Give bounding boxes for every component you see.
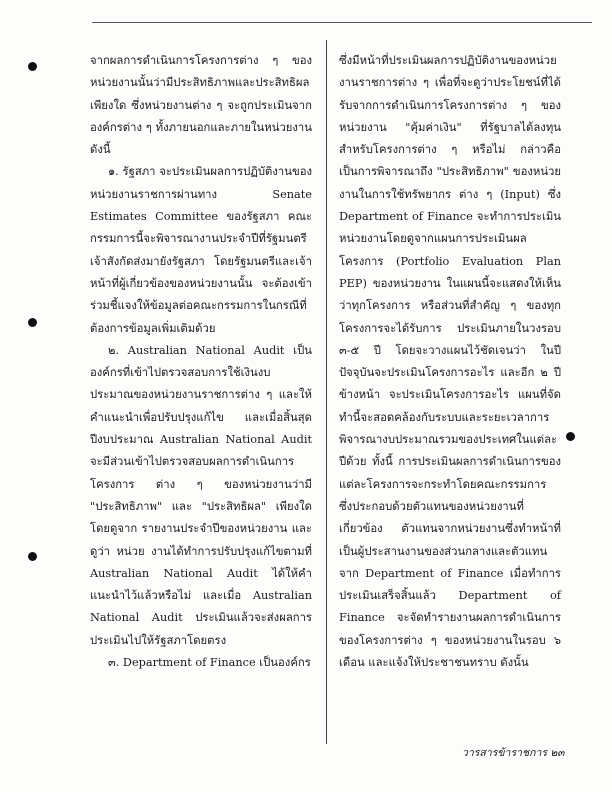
punch-hole-bullet	[566, 432, 575, 441]
left-paragraph-intro: จากผลการดำเนินการโครงการต่าง ๆ ของหน่วยงานนั้นว่ามีประสิทธิภาพและประสิทธิผลเพียงใด ซึ่งหน่วยงานต่าง ๆ จะถูกประเมินจากองค์กรต่าง ๆ ทั้งภายนอกและภายในหน่วยงาน ดังนี้	[90, 54, 312, 157]
left-paragraph-finance-start: ๓. Department of Finance เป็นองค์กร	[108, 656, 311, 670]
right-column	[339, 50, 561, 674]
left-column	[90, 50, 312, 674]
column-divider	[326, 40, 327, 744]
right-paragraph-finance: ซึ่งมีหน้าที่ประเมินผลการปฏิบัติงานของหน่วยงานราชการต่าง ๆ เพื่อที่จะดูว่าประโยชน์ที่ได้รับจากการดำเนินการโครงการต่าง ๆ ของหน่วยงาน "คุ้มค่าเงิน" ที่รัฐบาลได้ลงทุนสำหรับโครงการต่าง ๆ หรือไม่ กล่าวคือ เป็นการพิจารณาถึง "ประสิทธิภาพ" ของหน่วยงานในการใช้ทรัพยากร ต่าง ๆ (Input) ซึ่ง Department of Finance จะทำการประเมินหน่วยงานโดยดูจากแผนการประเมินผลโครงการ (Portfolio Evaluation Plan PEP) ของหน่วยงาน ในแผนนี้จะแสดงให้เห็นว่าทุกโครงการ หรือส่วนที่สำคัญ ๆ ของทุกโครงการจะได้รับการ ประเมินภายในวงรอบ ๓-๕ ปี โดยจะวางแผนไว้ชัดเจนว่า ในปีปัจจุบันจะประเมินโครงการอะไร และอีก ๒ ปีข้างหน้า จะประเมินโครงการอะไร แผนที่จัดทำนี้จะสอดคล้องกับระบบและระยะเวลาการพิจารณางบประมาณรวมของประเทศในแต่ละปีด้วย ทั้งนี้ การประเมินผลการดำเนินการของแต่ละโครงการจะกระทำโดยคณะกรรมการ ซึ่งประกอบด้วยตัวแทนของหน่วยงานที่เกี่ยวข้อง ตัวแทนจากหน่วยงานซึ่งทำหน้าที่เป็นผู้ประสานงานของส่วนกลางและตัวแทนจาก Department of Finance เมื่อทำการประเมินเสร็จสิ้นแล้ว Department of Finance จะจัดทำรายงานผลการดำเนินการของโครงการต่าง ๆ ของหน่วยงานในรอบ ๖ เดือน และแจ้งให้ประชาชนทราบ ดังนั้น	[339, 54, 561, 670]
page-footer: วารสารข้าราชการ ๒๓	[462, 747, 565, 759]
left-paragraph-national-audit: ๒. Australian National Audit เป็นองค์กรที่เข้าไปตรวจสอบการใช้เงินงบประมาณของหน่วยงานราชการต่าง ๆ และให้คำแนะนำเพื่อปรับปรุงแก้ไข และเมื่อสิ้นสุดปีงบประมาณ Australian National Audit จะมีส่วนเข้าไปตรวจสอบผลการดำเนินการโครงการ ต่าง ๆ ของหน่วยงานว่ามี "ประสิทธิภาพ" และ "ประสิทธิผล" เพียงใด โดยดูจาก รายงานประจำปีของหน่วยงาน และดูว่า หน่วย งานได้ทำการปรับปรุงแก้ไขตามที่ Australian National Audit ได้ให้คำแนะนำไว้แล้วหรือไม่ และเมื่อ Australian National Audit ประเมินแล้วจะส่งผลการประเมินไปให้รัฐสภาโดยตรง	[90, 343, 312, 647]
left-paragraph-parliament: ๑. รัฐสภา จะประเมินผลการปฏิบัติงานของหน่วยงานราชการผ่านทาง Senate Estimates Committee ของรัฐสภา คณะกรรมการนี้จะพิจารณางานประจำปีที่รัฐมนตรีเจ้าสังกัดส่งมายังรัฐสภา โดยรัฐมนตรีและเจ้าหน้าที่ผู้เกี่ยวข้องของหน่วยงานนั้น จะต้องเข้าร่วมชี้แจงให้ข้อมูลต่อคณะกรรมการในกรณีที่ต้องการข้อมูลเพิ่มเติมด้วย	[90, 165, 312, 335]
punch-hole-bullet	[28, 318, 37, 327]
punch-hole-bullet	[28, 552, 37, 561]
punch-hole-bullet	[28, 62, 37, 71]
top-rule	[92, 22, 592, 23]
